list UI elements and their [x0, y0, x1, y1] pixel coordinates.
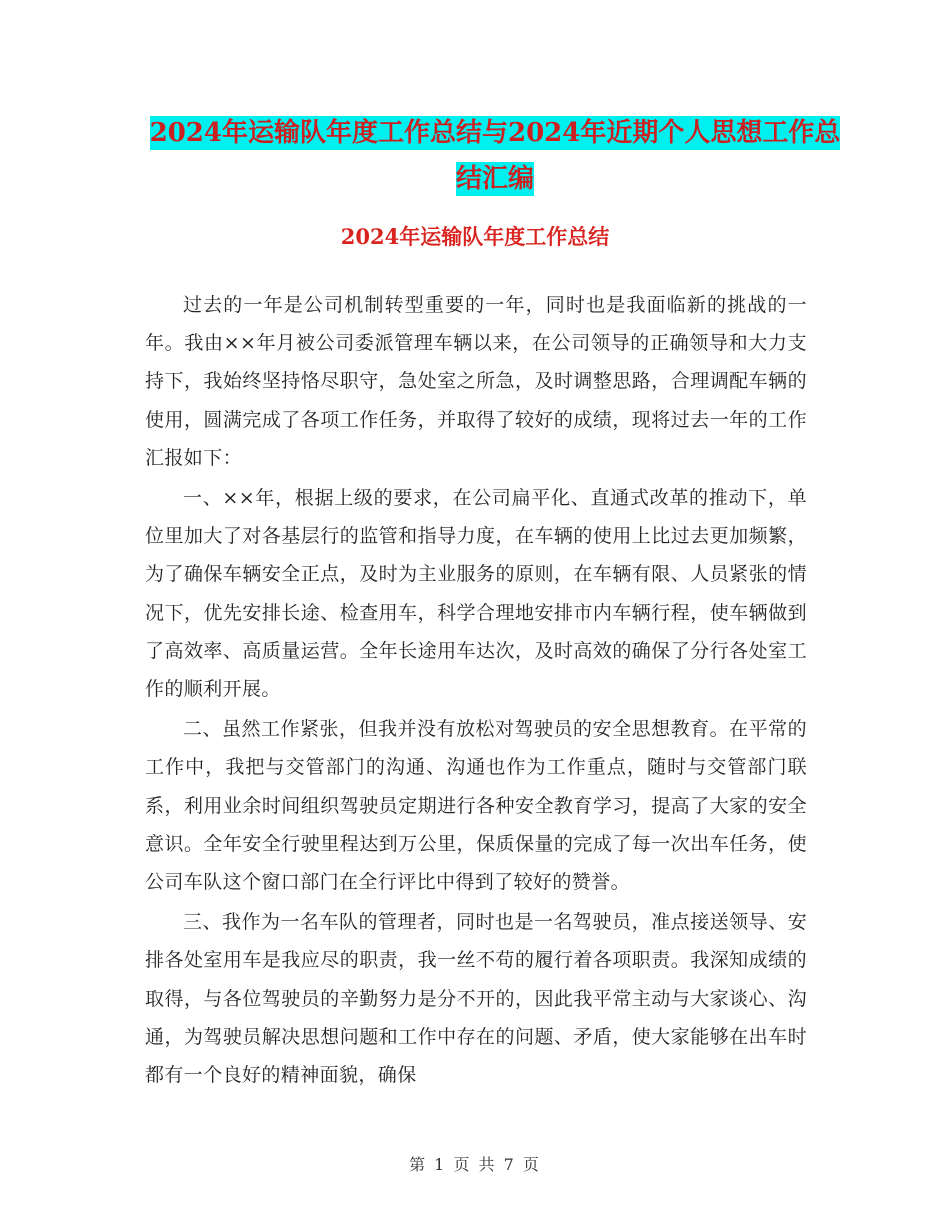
document-title	[145, 110, 845, 202]
page-footer: 第 1 页 共 7 页	[409, 1155, 541, 1174]
document-title-highlight: 2024年运输队年度工作总结与2024年近期个人思想工作总结汇编	[149, 118, 841, 194]
paragraph-two: 二、虽然工作紧张，但我并没有放松对驾驶员的安全思想教育。在平常的工作中，我把与交管部门的沟通、沟通也作为工作重点，随时与交管部门联系，利用业余时间组织驾驶员定期进行各种安全教育学习，提高了大家的安全意识。全年安全行驶里程达到万公里，保质保量的完成了每一次出车任务，使公司车队这个窗口部门在全行评比中得到了较好的赞誉。	[145, 718, 807, 894]
paragraph-one: 一、××年，根据上级的要求，在公司扁平化、直通式改革的推动下，单位里加大了对各基层行的监管和指导力度，在车辆的使用上比过去更加频繁，为了确保车辆安全正点，及时为主业服务的原则，在车辆有限、人员紧张的情况下，优先安排长途、检查用车，科学合理地安排市内车辆行程，使车辆做到了高效率、高质量运营。全年长途用车达次，及时高效的确保了分行各处室工作的顺利开展。	[145, 487, 807, 701]
paragraph-intro: 过去的一年是公司机制转型重要的一年，同时也是我面临新的挑战的一年。我由××年月被公司委派管理车辆以来，在公司领导的正确领导和大力支持下，我始终坚持恪尽职守，急处室之所急，及时调整思路，合理调配车辆的使用，圆满完成了各项工作任务，并取得了较好的成绩，现将过去一年的工作汇报如下：	[145, 294, 807, 469]
paragraph-three: 三、我作为一名车队的管理者，同时也是一名驾驶员，准点接送领导、安排各处室用车是我应尽的职责，我一丝不苟的履行着各项职责。我深知成绩的取得，与各位驾驶员的辛勤努力是分不开的，因此我平常主动与大家谈心、沟通，为驾驶员解决思想问题和工作中存在的问题、矛盾，使大家能够在出车时都有一个良好的精神面貌，确保	[145, 911, 807, 1087]
document-body	[145, 286, 807, 1096]
section-title: 2024年运输队年度工作总结	[340, 224, 610, 249]
